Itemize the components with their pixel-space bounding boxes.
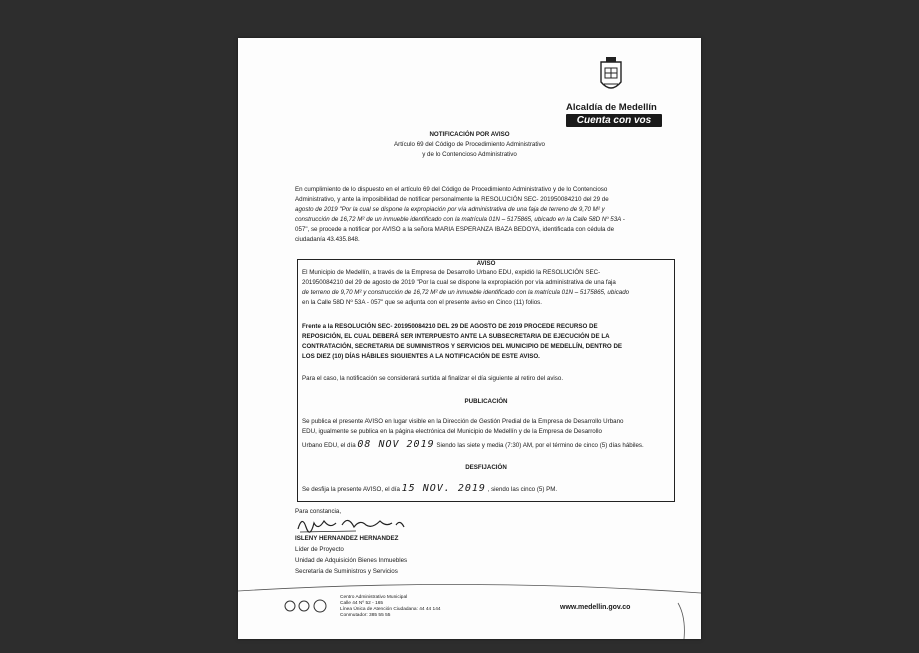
publication-line: Se publica el presente AVISO en lugar visible en la Dirección de Gestión Predial de la Empresa de Desarrollo Urbano	[302, 418, 624, 425]
desfijacion-date-stamp: 15 NOV. 2019	[401, 483, 486, 494]
footer-website: www.medellin.gov.co	[560, 604, 631, 611]
constancia-label: Para constancia,	[295, 508, 342, 515]
aviso-line: El Municipio de Medellín, a través de la Empresa de Desarrollo Urbano EDU, expidió la RESOLUCIÓN SEC-	[302, 269, 601, 276]
logo-name: Alcaldía de Medellín	[566, 102, 657, 113]
intro-line: ciudadanía 43.435.848.	[295, 236, 360, 243]
recurso-line: LOS DIEZ (10) DÍAS HÁBILES SIGUIENTES A LA NOTIFICACIÓN DE ESTE AVISO.	[302, 353, 540, 360]
desfijacion-title: DESFIJACIÓN	[465, 464, 507, 471]
footer-address: Calle 44 Nº 52 - 165	[340, 601, 384, 606]
notice-subtitle-1: Artículo 69 del Código de Procedimiento Administrativo	[394, 141, 545, 148]
intro-line: En cumplimiento de lo dispuesto en el artículo 69 del Código de Procedimiento Administrativo y de lo Contencioso	[295, 186, 608, 193]
aviso-title: AVISO	[476, 260, 496, 267]
aviso-line: en la Calle 58D Nº 53A - 057" que se adjunta con el presente aviso en Cinco (11) folios.	[302, 299, 542, 306]
desfijacion-text: , siendo las cinco (5) PM.	[487, 486, 558, 493]
intro-line: agosto de 2019 "Por la cual se dispone la expropiación por vía administrativa de una faja de terreno de 9,70 M² y	[295, 206, 605, 213]
publication-text: Siendo las siete y media (7:30) AM, por el término de cinco (5) días hábiles.	[436, 442, 644, 449]
signer-secretariat: Secretaría de Suministros y Servicios	[295, 568, 398, 575]
coat-of-arms-icon	[597, 56, 625, 96]
publication-text: Urbano EDU, el día	[302, 442, 356, 449]
logo-tagline: Cuenta con vos	[566, 114, 662, 127]
footer-address: Conmutador: 385 55 55	[340, 613, 391, 618]
footer-seals-icon	[282, 598, 332, 616]
signer-unit: Unidad de Adquisición Bienes Inmuebles	[295, 557, 408, 564]
desfijacion-line	[302, 485, 557, 494]
aviso-line: 201950084210 del 29 de agosto de 2019 "Por la cual se dispone la expropiación por vía administrativa de una faja	[302, 279, 616, 286]
publication-title: PUBLICACIÓN	[464, 398, 508, 405]
publication-date-stamp: 08 NOV 2019	[357, 439, 435, 450]
desfijacion-text: Se desfija la presente AVISO, el día	[302, 486, 400, 493]
aviso-line: de terreno de 9,70 M² y construcción de 16,72 M² de un inmueble identificado con la matrícula 01N – 5175865, ubicado	[302, 289, 630, 296]
notification-note: Para el caso, la notificación se considerará surtida al finalizar el día siguiente al retiro del aviso.	[302, 375, 564, 382]
signature-icon	[296, 513, 416, 535]
footer-address: Línea Única de Atención Ciudadana: 44 44 144	[340, 607, 441, 612]
aviso-box	[297, 259, 675, 502]
recurso-line: REPOSICIÓN, EL CUAL DEBERÁ SER INTERPUESTO ANTE LA SUBSECRETARIA DE EJECUCIÓN DE LA	[302, 333, 610, 340]
recurso-line: Frente a la RESOLUCIÓN SEC- 201950084210 DEL 29 DE AGOSTO DE 2019 PROCEDE RECURSO DE	[302, 323, 598, 330]
recurso-line: CONTRATACIÓN, SECRETARIA DE SUMINISTROS Y SERVICIOS DEL MUNICIPIO DE MEDELLÍN, DENTRO DE	[302, 343, 623, 350]
notice-title: NOTIFICACIÓN POR AVISO	[429, 131, 510, 138]
publication-line: EDU, igualmente se publica en la página electrónica del Municipio de Medellín y de la Empresa de Desarrollo	[302, 428, 602, 435]
signer-role: Líder de Proyecto	[295, 546, 344, 553]
intro-line: Administrativo, y ante la imposibilidad de notificar personalmente la RESOLUCIÓN SEC- 201950084210 del 29 de	[295, 196, 609, 203]
signer-name: ISLENY HERNANDEZ HERNANDEZ	[295, 535, 399, 542]
intro-line: construcción de 16,72 M² de un inmueble identificado con la matrícula 01N – 5175865, ubicado en la Calle 58D Nº 53A -	[295, 216, 625, 223]
footer-address: Centro Administrativo Municipal	[340, 595, 408, 600]
publication-line	[302, 441, 644, 450]
document-page	[238, 38, 701, 639]
intro-line: 057", se procede a notificar por AVISO a la señora MARIA ESPERANZA IBAZA BEDOYA, identificada con cédula de	[295, 226, 615, 233]
notice-subtitle-2: y de lo Contencioso Administrativo	[422, 151, 517, 158]
